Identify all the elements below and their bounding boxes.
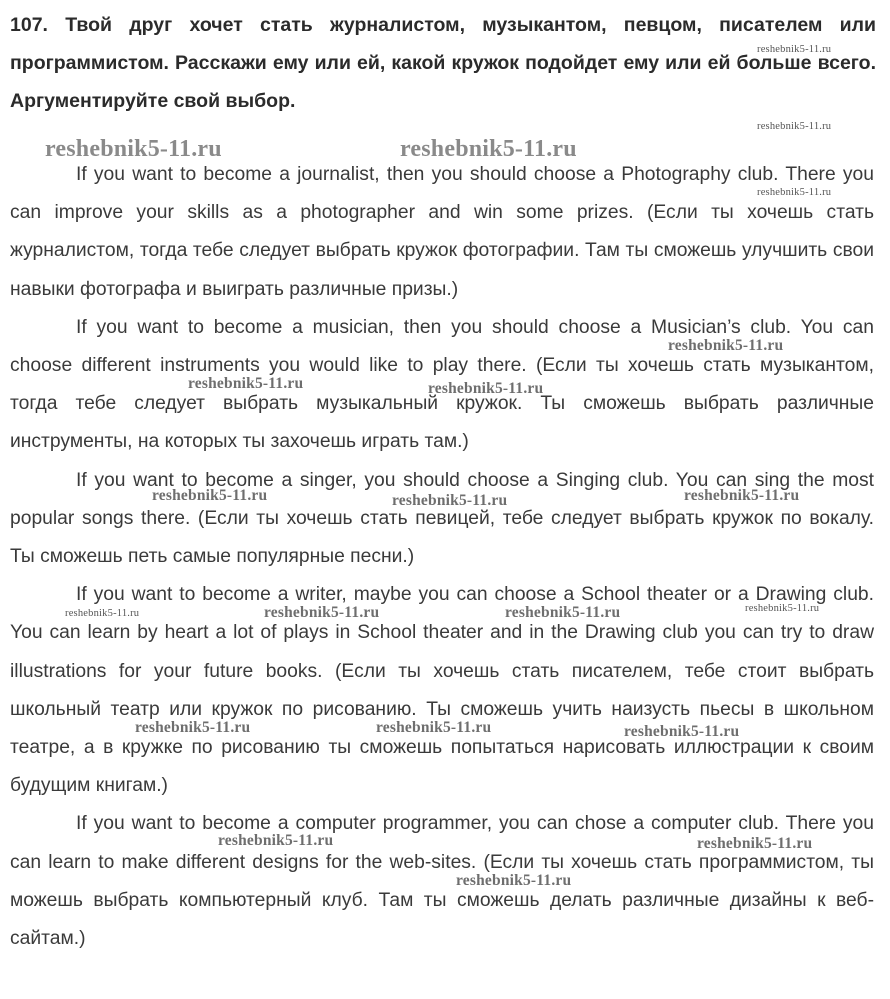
paragraph-musician: If you want to become a musician, then you should choose a Musician’s club. You can choose different instruments you would like to play there. (Если ты хочешь стать музыкантом, тогда тебе следует выбрать музыкальный кружок. Ты сможешь выбрать различные инструменты, на которых ты захочешь играть там.) <box>10 316 874 453</box>
watermark: reshebnik5-11.ru <box>400 136 577 162</box>
watermark: reshebnik5-11.ru <box>757 44 832 55</box>
watermark: reshebnik5-11.ru <box>152 487 268 504</box>
watermark: reshebnik5-11.ru <box>757 121 832 132</box>
watermark: reshebnik5-11.ru <box>757 187 832 198</box>
paragraph-journalist: If you want to become a journalist, then you should choose a Photography club. There you can improve your skills as a photographer and win some prizes. (Если ты хочешь стать журналистом, тогда тебе следует выбрать кружок фотографии. Там ты сможешь улучшить свои навыки фотографа и выиграть различные призы.) <box>10 164 874 300</box>
watermark: reshebnik5-11.ru <box>264 604 380 621</box>
watermark: reshebnik5-11.ru <box>456 872 572 889</box>
watermark: reshebnik5-11.ru <box>668 337 784 354</box>
watermark: reshebnik5-11.ru <box>697 835 813 852</box>
watermark: reshebnik5-11.ru <box>376 719 492 736</box>
paragraph-singer: If you want to become a singer, you should choose a Singing club. You can sing the most popular songs there. (Если ты хочешь стать певицей, тебе следует выбрать кружок по вокалу. Ты сможешь петь самые популярные песни.) <box>10 469 874 568</box>
task-heading: 107. Твой друг хочет стать журналистом, музыкантом, певцом, писателем или программистом. Расскажи ему или ей, какой кружок подойдет ему или ей больше всего. Аргументируйте свой выбор. <box>10 14 876 112</box>
watermark: reshebnik5-11.ru <box>392 492 508 509</box>
paragraph-writer: If you want to become a writer, maybe you can choose a School theater or a Drawing club. You can learn by heart a lot of plays in School theater and in the Drawing club you can try to draw illustrations for your future books. (Если ты хочешь стать писателем, тебе стоит выбрать школьный театр или кружок по рисованию. Ты сможешь учить наизусть пьесы в школьном театре, а в кружке по рисованию ты сможешь попытаться нарисовать иллюстрации к своим будущим книгам.) <box>10 584 874 797</box>
watermark: reshebnik5-11.ru <box>218 832 334 849</box>
watermark: reshebnik5-11.ru <box>745 603 820 614</box>
watermark: reshebnik5-11.ru <box>428 380 544 397</box>
watermark: reshebnik5-11.ru <box>45 136 222 162</box>
watermark: reshebnik5-11.ru <box>135 719 251 736</box>
watermark: reshebnik5-11.ru <box>65 608 140 619</box>
paragraph-programmer: If you want to become a computer programmer, you can chose a computer club. There you can learn to make different designs for the web-sites. (Если ты хочешь стать программистом, ты можешь выбрать компьютерный клуб. Там ты сможешь делать различные дизайны к веб-сайтам.) <box>10 813 874 950</box>
watermark: reshebnik5-11.ru <box>505 604 621 621</box>
watermark: reshebnik5-11.ru <box>624 723 740 740</box>
answer-text <box>10 156 874 958</box>
watermark: reshebnik5-11.ru <box>188 375 304 392</box>
watermark: reshebnik5-11.ru <box>684 487 800 504</box>
